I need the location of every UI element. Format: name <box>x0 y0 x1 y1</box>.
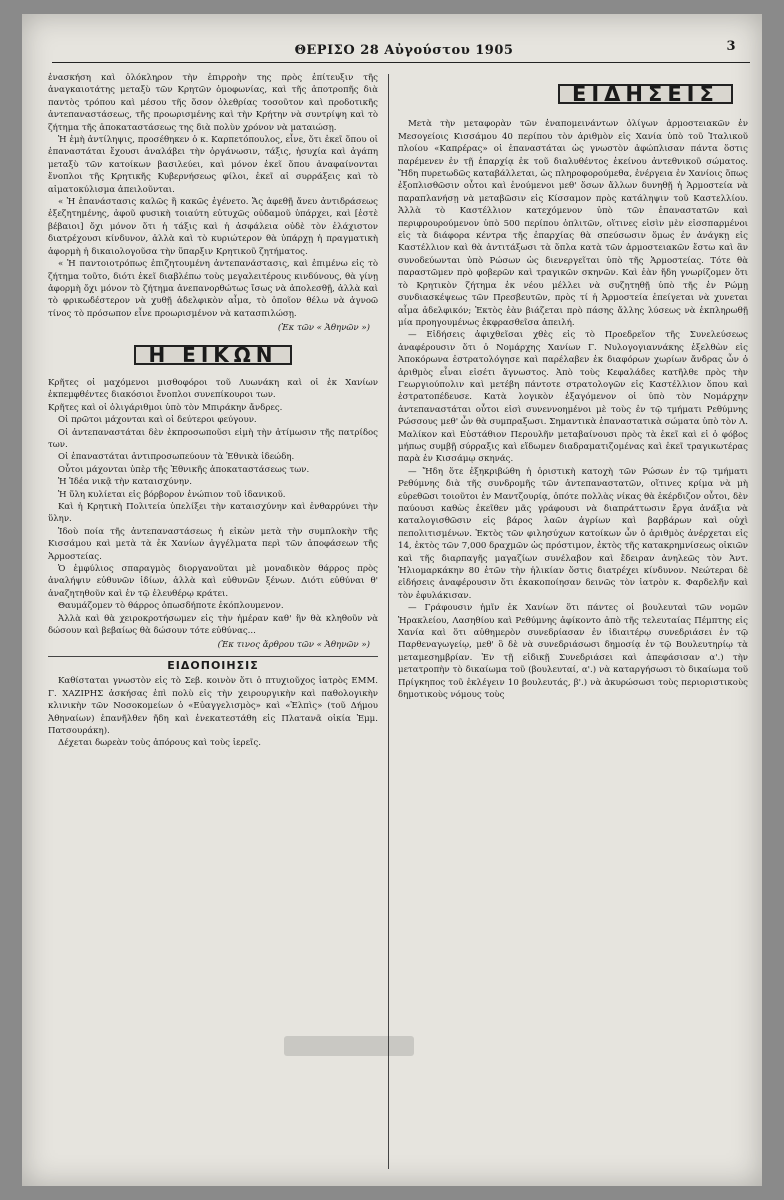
eikon-line: Κρῆτες οἱ μαχόμενοι μισθοφόροι τοῦ Λυωνάκη καὶ οἱ ἐκ Χανίων ἐκπεμφθέντες διακόσιοι ἔνοπλοι συνεπίκουροι των. <box>48 377 378 401</box>
eikon-line: Ἡ Ἰδέα νικᾷ τὴν καταισχύνην. <box>58 477 192 488</box>
right-column <box>398 72 748 702</box>
eikon-line: Θαυμάζομεν τὸ θάρρος ὁπωσδήποτε ἐκόπλουμενον. <box>58 601 284 612</box>
news-item: — Γράφουσιν ἡμῖν ἐκ Χανίων ὅτι πάντες οἱ βουλευταὶ τῶν νομῶν Ἡρακλείου, Λασηθίου καὶ Ρεθύμνης ἀφίκοντο ἀπὸ τῆς τελευταίας Πέμπτης εἰς Χανία καὶ ὅτι αὐθημερὸν συνεδρίασαν ἐν ἰδιαιτέρῳ συνεδριάσει ἐν τῷ Παρθεναγωγείῳ, μεθ' ὃ δὲ νὰ συνεδριάσωσι δημοσίᾳ ἐν τῷ Βουλευτηρίῳ τὰ μεταμεσημβρίαν. Ἐν τῇ εἰδικῇ Συνεδριάσει καὶ ἀπεφάσισαν α'.) τὴν μετατροπὴν τὸ δικαίωμα τοῦ (βουλευταί, α'.) νὰ καταργήσωσι τὸ δικαίωμα τοῦ Πρίγκηπος τοῦ ἐκλέγειν 10 βουλευτάς, β'.) νὰ ἀκυρώσωσι τοὺς περιοριστικοὺς δημοτικοὺς νόμους τοὺς <box>398 603 748 701</box>
news-paragraph: Μετὰ τὴν μεταφορὰν τῶν ἐναπομεινάντων ὀλίγων ἁρμοστειακῶν ἐν Μεσογείοις Κισσάμου 40 περίπου τὸν ἀριθμὸν εἰς Χανία ὑπὸ τοῦ Ἰταλικοῦ πλοίου «Καπρέρας» οἱ ἐπαναστάται ὡς γνωστὸν ἀφώπλισαν πάντα ὅστις παρέμενεν ἐν τῇ ἐπαρχίᾳ ἐκ τοῦ διαλυθέντος ἐκείνου ἀντεθνικοῦ σώματος. Ἤδη πυρετωδῶς καταβάλλεται, ὡς πληροφορούμεθα, ἐνέργεια ἐν Χανίοις ὅπως ἐξοπλισθῶσιν οὗτοι καὶ ἑνούμενοι μεθ' ὅσων ἄλλων δυνηθῇ ἡ Ἁρμοστεία νὰ παραπλανήσῃ νὰ μεταβῶσιν εἰς Κίσσαμον πρὸς κατάληψιν τοῦ Καστελλίου. Ἀλλὰ τὸ Καστέλλιον κατεχόμενον ὑπὸ τῶν ἐπαναστατῶν καὶ περιφρουρούμενον ὑπὸ 500 περίπου ὁπλιτῶν, οἵτινες εἰσὶν μὲν εἰσσπαρμένοι εἰς τὰ διάφορα κέντρα τῆς ἐπαρχίας θὰ σπεύσωσιν ὅμως ἐν ἀνάγκῃ εἰς Καστέλλιον καὶ θὰ ἀντιτάξωσι τὰ ὅπλα κατὰ τῶν ἁρμοστειακῶν ἔστω καὶ ἂν συνοδεύωνται ὑπὸ Ρώσων ὡς διενεργεῖται ὑπὸ τῆς Ἁρμοστείας. Τότε θὰ παραστῶμεν πρὸ φοβερῶν καὶ τραγικῶν σκηνῶν. Καὶ ἐὰν ἤδη γνωρίζομεν ὅτι τὸ Κρητικὸν ζήτημα ἐκ νέου μέλλει νὰ συζητηθῇ ὑπὸ τῆς ἐν Ρώμῃ συνδιασκέψεως τῶν Πρεσβευτῶν, πρὸς τί ἡ Ἁρμοστεία ἐπείγεται νὰ χυνεται αἷμα ἀδελφικόν; Ἐκτὸς ἐὰν βιάζεται πρὸ πάσης ἄλλης λύσεως νὰ ἐκπληρωθῇ μία προηγουμένως ἐκφρασθεῖσα ἀπειλή. <box>398 119 748 328</box>
notice-paragraph: Καθίσταται γνωστὸν εἰς τὸ Σεβ. κοινὸν ὅτι ὁ πτυχιοῦχος ἰατρὸς ΕΜΜ. Γ. ΧΑΖΙΡΗΣ ἀσκήσας ἐπὶ πολὺ εἰς τὴν χειρουργικὴν καὶ παθολογικὴν κλινικὴν τῶν Νοσοκομείων ὁ «Εὐαγγελισμὸς» καὶ «Ἐλπὶς» (τοῦ Δήμου Ἀθηναίων) ἐπανῆλθεν ἤδη καὶ ἐνεκατεστάθη εἰς Πλατανᾶ οἰκία Ἐμμ. Πατσουράκη). <box>48 676 378 736</box>
article-attribution: (Ἐκ τῶν « Ἀθηνῶν ») <box>277 323 370 334</box>
article-paragraph: ἐνασκήση καὶ ὁλόκληρον τὴν ἐπιρροὴν της πρὸς ἐπίτευξιν τῆς ἀναγκαιοτάτης μεταξὺ τῶν Κρητῶν ὁμοφωνίας, καὶ τῆς ἀποτροπῆς διὰ παντὸς τρόπου καὶ μέσου τῆς ὅσον ὀλεθρίας τοσοῦτον καὶ προδοτικῆς ἀντεπαναστάσεως, τῆς προωρισμένης καὶ τὴν Κρήτην νὰ συντρίψη καὶ τὸ ζήτημα τῆς ἀποκαταστάσεως της διὰ πολὺν χρόνον νὰ ματαιώσῃ. <box>48 73 378 133</box>
news-item: — Εἰδήσεις ἀφιχθεῖσαι χθὲς εἰς τὸ Προεδρεῖον τῆς Συνελεύσεως ἀναφέρουσιν ὅτι ὁ Νομάρχης Χανίων Γ. Νυλογογιαννάκης ἐξελθὼν εἰς Ἀποκόρωνα ἐστρατολόγησε καὶ παρέλαβεν ἐκ διαφόρων χωρίων ἄνδρας ὧν ὁ ἀριθμὸς εἶναι εἰσέτι ἄγνωστος. Ἀπὸ τοὺς Κεφαλάδες κατῆλθε πρὸς τὴν Γεωργιούπολιν καὶ μετέβη πάντοτε στρατολογῶν εἰς Καστέλλιον ὅπου καὶ ἐστρατοπέδευσε. Κατὰ λογικὸν ἐξαγόμενον οἱ ὑπὸ τὸν Νομάρχην ἀντεπαναστάται οὗτοι εἰσὶ συνεννοημένοι μὲ τοὺς ἐν τῷ τμήματι Ρεθύμνης Ρώσσους μεθ' ὧν θὰ συμπραξωσι. Σημαντικὰ ἐπαναστατικὰ σώματα ὑπὸ τὸν Λ. Μαλίκον καὶ Εὐστάθιον Περουλῆν μεταβαίνουσι πρὸς τὰ ἐκεῖ καὶ εἰ ὁ φόβος μήπως συμβῇ σύρραξις καὶ εἴδωμεν διαδραματιζομένας καὶ ἐκεῖ τραγικωτέρας παρὰ ἐν Κισσάμῳ σκηνάς. <box>398 330 748 465</box>
news-item: — Ἤδη ὅτε ἐξηκριβώθη ἡ ὁριστικὴ κατοχὴ τῶν Ρώσων ἐν τῷ τμήματι Ρεθύμνης διὰ τῆς συνδρομῆς τῶν ἀντεπαναστατῶν, οἵτινες κρίμα νὰ μὴ εὑρεθῶσι τοιοῦτοι ἐν Μαντζουρίᾳ, ὁπότε πολλὰς νίκας θὰ ἐκέρδιζον οὗτοι, δὲν παύουσι καθὼς ἐκεῖθεν μᾶς γράφουσι νὰ διαπράττωσιν ἔργα ἀνάξια νὰ καταλογισθῶσιν εἰς βάρος λαῶν ἀγρίων καὶ βαρβάρων καὶ οὐχὶ πεπολιτισμένων. Ἐκτὸς τῶν φιλησύχων κατοίκων ὧν ὁ ἀριθμὸς ἀνέρχεται εἰς 14, ἐκτὸς τῶν 7,000 δραχμῶν ὡς πρόστιμον, ἐκτὸς τῆς κατακρημνίσεως οἰκιῶν καὶ τῆς διαρπαγῆς μαγαζίων συνέλαβον καὶ ἔδειραν ἀνηλεῶς τὸν Ἀντ. Ἠλιομαρκάκην 80 ἐτῶν τὴν ἡλικίαν ὅστις διατρέχει κίνδυνον. Νεώτεραι δὲ εἰδήσεις ἀναφέρουσιν ὅτι ἐκακοποίησαν δεινῶς τὸν ἰατρὸν κ. Φαρδελῆν καὶ τὸν ἐφυλάκισαν. <box>398 466 748 601</box>
eikon-line: Οἱ πρῶτοι μάχονται καὶ οἱ δεύτεροι φεύγουν. <box>58 415 257 426</box>
eikon-line: Ὁ ἐμφύλιος σπαραγμὸς διοργανοῦται μὲ μοναδικὸν θάρρος πρὸς ἀναλήψιν εὐθυνῶν ἰδίων, ἀλλὰ καὶ εὐθυνῶν ξένων. Διότι εὐθύναι θ' ἀναζητηθοῦν καὶ ἐν τῷ ἐλευθέρῳ κράτει. <box>48 564 378 599</box>
news-heading: ΕΙΔΗΣΕΙΣ <box>558 84 733 104</box>
page-number: 3 <box>726 39 736 54</box>
eikon-line: Οἱ ἐπαναστάται ἀντιπροσωπεύουν τὰ Ἐθνικὰ ἰδεώδη. <box>58 452 295 463</box>
print-stain <box>284 1036 414 1056</box>
notice-paragraph: Δέχεται δωρεὰν τοὺς ἀπόρους καὶ τοὺς ἱερεῖς. <box>58 738 261 749</box>
page-header-title: ΘΕΡΙΣΟ 28 Αὐγούστου 1905 <box>294 43 514 58</box>
eikon-line: Ἀλλὰ καὶ θὰ χειροκροτήσωμεν εἰς τὴν ἡμέραν καθ' ἣν θὰ κληθοῦν νὰ δώσουν καὶ βεβαίως θὰ δώσουν τότε εὐθύνας... <box>48 613 378 637</box>
notice-heading: ΕΙΔΟΠΟΙΗΣΙΣ <box>48 656 378 672</box>
eikon-line: Καὶ ἡ Κρητικὴ Πολιτεία ὑπελίξει τὴν καταισχύνην καὶ ἐνθαρρύνει τὴν ὕλην. <box>48 502 378 525</box>
eikon-line: Οὗτοι μάχονται ὑπὲρ τῆς Ἐθνικῆς ἀποκαταστάσεως των. <box>58 464 310 475</box>
left-column <box>48 72 378 750</box>
article-paragraph: Ἡ ἐμὴ ἀντίληψις, προσέθηκεν ὁ κ. Καρπετόπουλος, εἶνε, ὅτι ἐκεῖ ὅπου οἱ ἐπαναστάται ἔχουσι ἀναλάβει τὴν ὀργάνωσιν, τάξις, ἡσυχία καὶ ἀγάπη μεταξὺ τῶν κατοίκων βασιλεύει, καὶ μόνον ἐκεῖ ὅπου ἀναφαίνονται ἔνοπλοι τῆς Κρητικῆς Κυβερνήσεως φίλοι, ἐκεῖ αἱ συρράξεις καὶ τὸ αἱματοκύλισμα ἀπειλοῦνται. <box>48 135 378 195</box>
eikon-line: Οἱ ἀντεπαναστάται δὲν ἐκπροσωποῦσι εἰμὴ τὴν ἀτίμωσιν τῆς πατρίδος των. <box>48 427 378 450</box>
page-header <box>62 30 746 58</box>
eikon-line: Ἰδοὺ ποία τῆς ἀντεπαναστάσεως ἡ εἰκὼν μετὰ τὴν συμπλοκὴν τῆς Κισσάμου καὶ μετὰ τὰ ἐκ Χανίων ἀγγέλματα περὶ τῶν ἀποφάσεων τῆς Ἁρμοστείας. <box>48 526 378 562</box>
article-paragraph: « Ἡ ἐπανάστασις καλῶς ἢ κακῶς ἐγένετο. Ἄς ἀφεθῇ ἄνευ ἀντιδράσεως ἐξεζητημένης, ἀφοῦ φυσικὴ τοιαύτη εὐτυχῶς οὐδαμοῦ ὑπάρχει, καὶ [ἐστὲ βέβαιοι] ὄχι μόνον ὅτι ἡ τάξις καὶ ἡ ἀσφάλεια οὐδὲ τὸν ἐλάχιστον διατρέχουσι κίνδυνον, ἀλλὰ καὶ τὸ κυριώτερον θὰ ὑπάρχῃ ἡ πραγματικὴ ἀφορμὴ ἡ δικαιολογοῦσα τὴν ὕπαρξιν Κρητικοῦ ζητήματος. <box>48 197 378 257</box>
eikon-attribution: (Ἐκ τινος ἄρθρου τῶν « Ἀθηνῶν ») <box>217 640 370 651</box>
eikon-heading: Η ΕΙΚΩΝ <box>134 345 291 365</box>
article-paragraph: « Ἡ παντοιοτρόπως ἐπιζητουμένη ἀντεπανάστασις, καὶ ἐπιμένω εἰς τὸ ζήτημα τοῦτο, διότι ἐκεῖ διαβλέπω τοὺς μεγαλειτέρους κινδύνους, θὰ γίνῃ ἀφορμὴ ὄχι μόνον τὸ ζήτημα ἀνεπανορθώτως ἴσως νὰ ἀπολεσθῇ, ἀλλὰ καὶ τὸ φρικωδέστερον νὰ χυθῇ ἀδελφικὸν αἷμα, τὸ ὁποῖον θέλω νὰ ἀγνοῶ τίνος τὸ πρόσωπον εἶνε προωρισμένον νὰ κατασπιλώσῃ. <box>48 259 378 319</box>
eikon-line: Κρῆτες καὶ οἱ ὀλιγάριθμοι ὑπὸ τὸν Μπιράκην ἄνδρες. <box>48 402 283 413</box>
column-divider <box>388 74 389 1169</box>
eikon-line: Ἡ ὕλη κυλίεται εἰς βόρβορον ἐνώπιον τοῦ ἰδανικοῦ. <box>58 489 286 500</box>
header-rule <box>52 62 750 63</box>
newspaper-page <box>22 14 762 1186</box>
